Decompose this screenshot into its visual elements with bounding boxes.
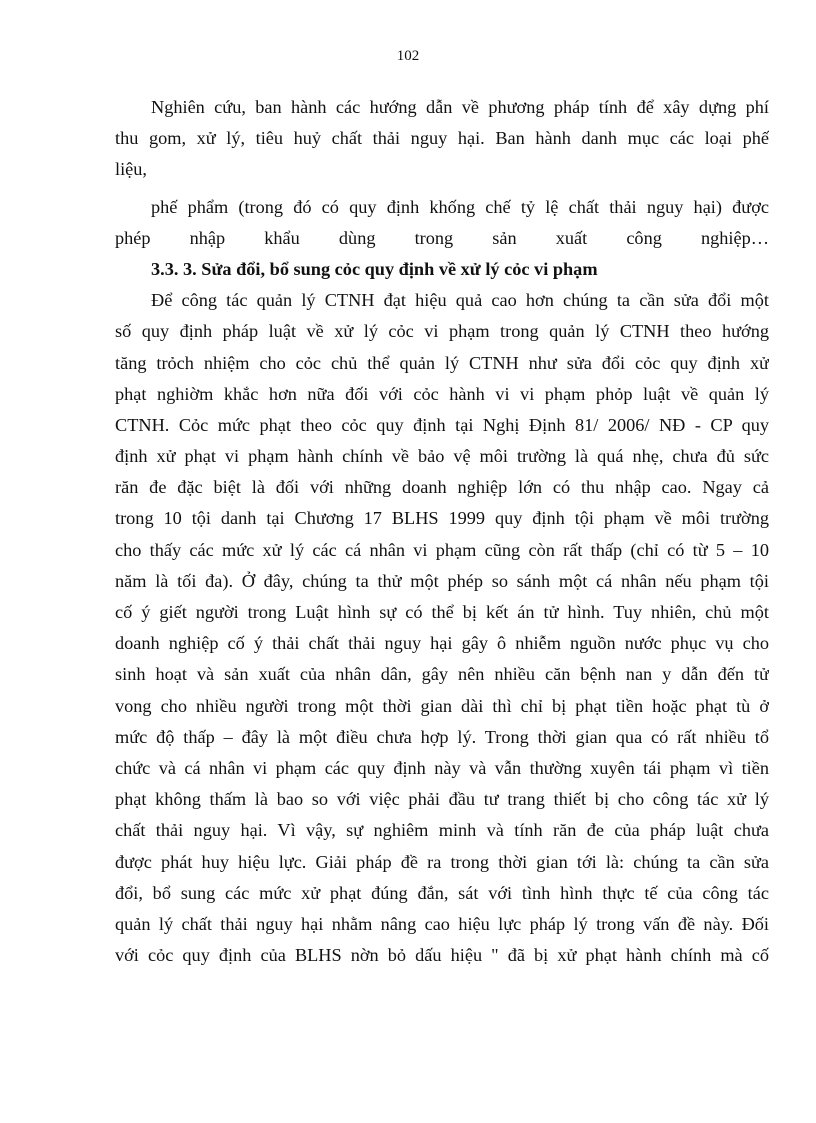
paragraph-line: số quy định pháp luật về xử lý cỏc vi phạm trong quản lý CTNH theo hướng xyxy=(115,321,769,342)
paragraph-line: phạt nghiờm khắc hơn nữa đối với cỏc hành vi vi phạm phỏp luật về quản lý xyxy=(115,383,769,404)
paragraph-line: Nghiên cứu, ban hành các hướng dẫn về phương pháp tính để xây dựng phí xyxy=(151,97,769,117)
document-body xyxy=(115,92,769,971)
paragraph-line: thu gom, xử lý, tiêu huỷ chất thải nguy hại. Ban hành danh mục các loại phế xyxy=(115,128,769,149)
paragraph-3 xyxy=(115,285,769,971)
paragraph-line: chức và cá nhân vi phạm các quy định này và vẫn thường xuyên tái phạm vì tiền xyxy=(115,757,769,778)
paragraph-line: trong 10 tội danh tại Chương 17 BLHS 1999 quy định tội phạm về môi trường xyxy=(115,508,769,529)
page-number: 102 xyxy=(396,48,420,64)
paragraph-1 xyxy=(115,92,769,186)
paragraph-line: chất thải nguy hại. Vì vậy, sự nghiêm minh và tính răn đe của pháp luật chưa xyxy=(115,820,769,841)
paragraph-line: đổi, bổ sung các mức xử phạt đúng đắn, sát với tình hình thực tế của công tác xyxy=(115,882,769,903)
section-heading: 3.3. 3. Sửa đổi, bổ sung cỏc quy định về xử lý cỏc vi phạm xyxy=(151,258,598,279)
paragraph-line: quản lý chất thải nguy hại nhằm nâng cao hiệu lực pháp lý trong vấn đề này. Đối xyxy=(115,913,769,934)
paragraph-line: liệu, xyxy=(115,159,147,180)
paragraph-line: cố ý giết người trong Luật hình sự có thể bị kết án tử hình. Tuy nhiên, chủ một xyxy=(115,602,769,622)
paragraph-line: năm là tối đa). Ở đây, chúng ta thử một phép so sánh một cá nhân nếu phạm tội xyxy=(115,570,769,591)
paragraph-line: sinh hoạt và sản xuất của nhân dân, gây nên nhiều căn bệnh nan y dẫn đến tử xyxy=(115,664,769,685)
paragraph-line: vong cho nhiều người trong một thời gian dài thì chỉ bị phạt tiền hoặc phạt tù ở xyxy=(115,695,769,716)
paragraph-line: được phát huy hiệu lực. Giải pháp đề ra trong thời gian tới là: chúng ta cần sửa xyxy=(115,851,769,872)
paragraph-line: CTNH. Cỏc mức phạt theo cỏc quy định tại Nghị Định 81/ 2006/ NĐ - CP quy xyxy=(115,414,769,435)
paragraph-line: định xử phạt vi phạm hành chính về bảo vệ môi trường là quá nhẹ, chưa đủ sức xyxy=(115,446,769,467)
paragraph-line: phạt không thấm là bao so với việc phải đầu tư trang thiết bị cho công tác xử lý xyxy=(115,789,769,810)
paragraph-line: với cỏc quy định của BLHS nờn bỏ dấu hiệu " đã bị xử phạt hành chính mà cố xyxy=(115,945,769,966)
paragraph-line: tăng trỏch nhiệm cho cỏc chủ thể quản lý CTNH như sửa đổi cỏc quy định xử xyxy=(115,352,769,373)
paragraph-line: phế phẩm (trong đó có quy định khống chế tỷ lệ chất thải nguy hại) được xyxy=(151,196,769,217)
paragraph-line: cho thấy các mức xử lý các cá nhân vi phạm cũng còn rất thấp (chỉ có từ 5 – 10 xyxy=(115,539,769,560)
paragraph-line: phép nhập khẩu dùng trong sản xuất công nghiệp… xyxy=(115,227,769,248)
paragraph-line: Để công tác quản lý CTNH đạt hiệu quả cao hơn chúng ta cần sửa đổi một xyxy=(151,290,769,311)
paragraph-line: răn đe đặc biệt là đối với những doanh nghiệp lớn có thu nhập cao. Ngay cả xyxy=(115,477,769,498)
paragraph-2 xyxy=(115,192,769,254)
paragraph-line: doanh nghiệp cố ý thải chất thải nguy hại gây ô nhiễm nguồn nước phục vụ cho xyxy=(115,633,769,654)
paragraph-line: mức độ thấp – đây là một điều chưa hợp lý. Trong thời gian qua có rất nhiều tổ xyxy=(115,726,769,747)
